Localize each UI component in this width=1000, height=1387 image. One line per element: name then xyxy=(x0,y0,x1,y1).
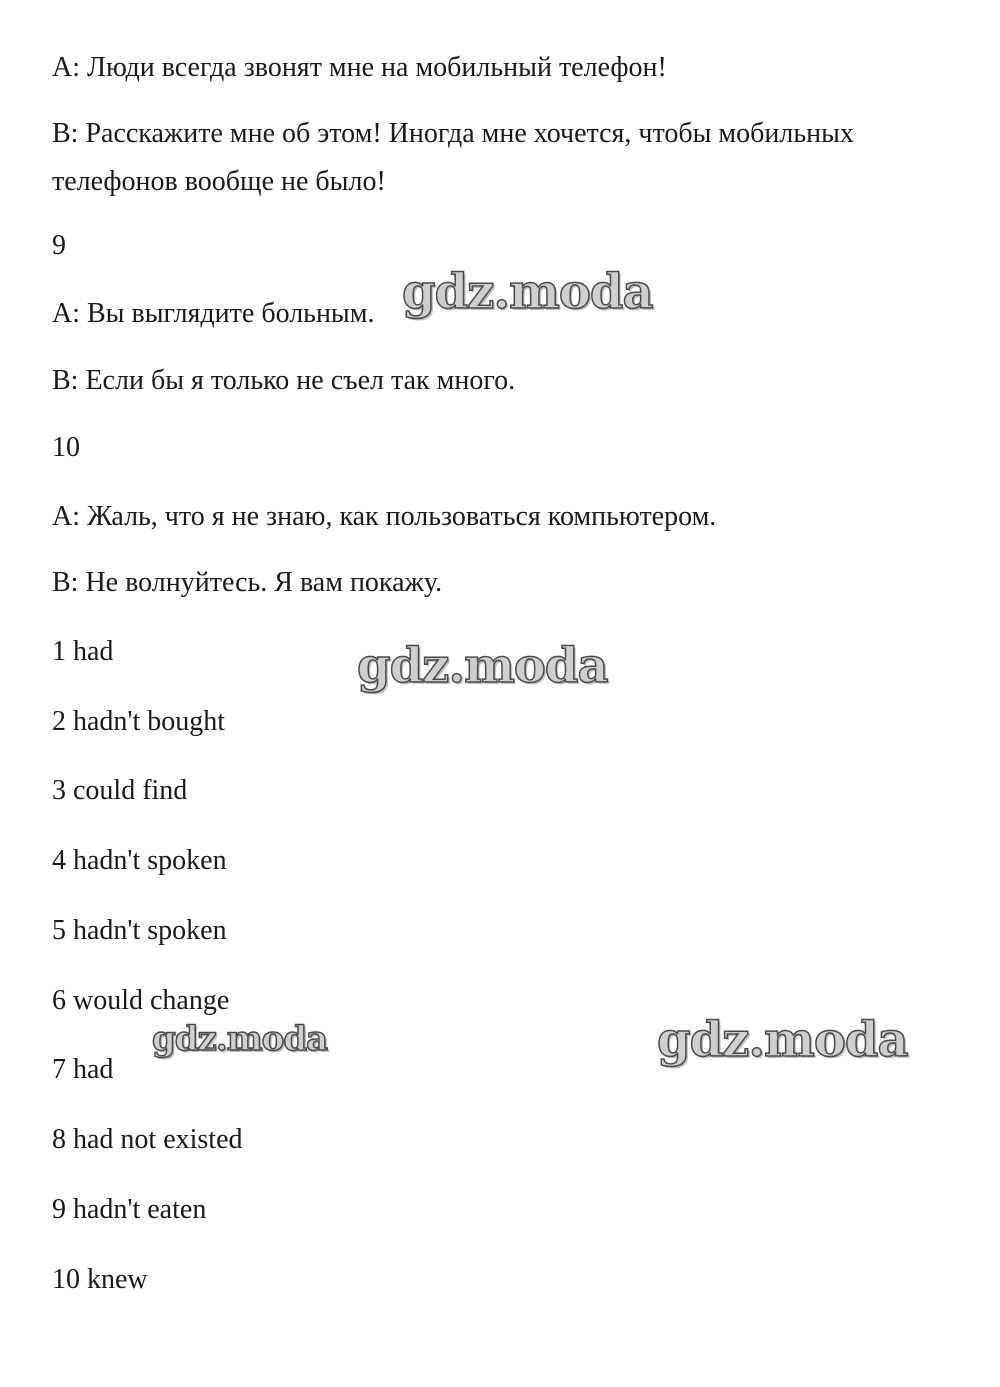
answer-item: 7 had xyxy=(52,1054,114,1085)
answer-item: 6 would change xyxy=(52,985,230,1016)
answer-item: 8 had not existed xyxy=(52,1124,243,1155)
dialogue-line-a3: А: Жаль, что я не знаю, как пользоваться компьютером. xyxy=(52,501,717,532)
item-number-10: 10 xyxy=(52,432,80,463)
answer-item: 10 knew xyxy=(52,1264,148,1295)
answer-item: 9 hadn't eaten xyxy=(52,1194,207,1225)
item-number-9: 9 xyxy=(52,230,66,261)
watermark-logo: gdz.moda xyxy=(657,1012,908,1068)
dialogue-line-a2: А: Вы выглядите больным. xyxy=(52,298,375,329)
answer-item: 4 hadn't spoken xyxy=(52,845,227,876)
dialogue-line-a1: А: Люди всегда звонят мне на мобильный телефон! xyxy=(52,52,667,83)
answer-item: 3 could find xyxy=(52,775,188,806)
dialogue-line-b3: В: Не волнуйтесь. Я вам покажу. xyxy=(52,567,443,598)
answer-item: 5 hadn't spoken xyxy=(52,915,227,946)
watermark-logo: gdz.moda xyxy=(152,1019,328,1059)
watermark-logo: gdz.moda xyxy=(357,638,608,694)
answer-item: 1 had xyxy=(52,636,114,667)
watermark-logo: gdz.moda xyxy=(402,264,653,320)
answer-item: 2 hadn't bought xyxy=(52,706,226,737)
dialogue-line-b2: В: Если бы я только не съел так много. xyxy=(52,365,516,396)
dialogue-line-b1: В: Расскажите мне об этом! Иногда мне хочется, чтобы мобильных телефонов вообще не было! xyxy=(52,118,854,197)
